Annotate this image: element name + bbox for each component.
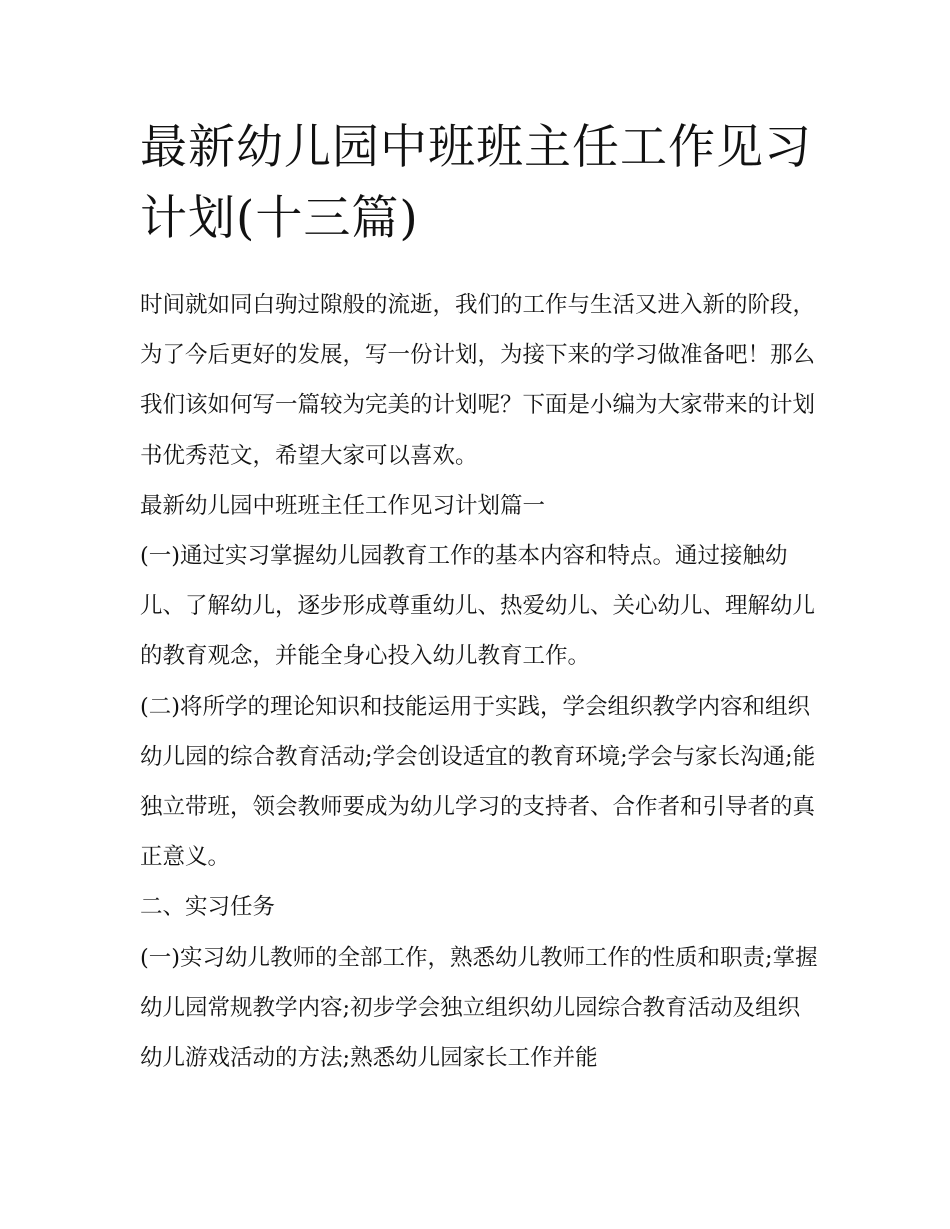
paragraph-goal-one: (一)通过实习掌握幼儿园教育工作的基本内容和特点。通过接触幼儿、了解幼儿，逐步形成尊重幼儿、热爱幼儿、关心幼儿、理解幼儿的教育观念，并能全身心投入幼儿教育工作。 [140,543,816,670]
document-body [140,280,820,1083]
section-heading-plan-one: 最新幼儿园中班班主任工作见习计划篇一 [140,492,546,519]
paragraph-goal-two: (二)将所学的理论知识和技能运用于实践，学会组织教学内容和组织幼儿园的综合教育活动;学会创设适宜的教育环境;学会与家长沟通;能独立带班，领会教师要成为幼儿学习的支持者、合作者和引导者的真正意义。 [140,693,816,871]
paragraph-task-one: (一)实习幼儿教师的全部工作，熟悉幼儿教师工作的性质和职责;掌握幼儿园常规教学内容;初步学会独立组织幼儿园综合教育活动及组织幼儿游戏活动的方法;熟悉幼儿园家长工作并能 [140,944,818,1072]
intro-paragraph: 时间就如同白驹过隙般的流逝，我们的工作与生活又进入新的阶段，为了今后更好的发展，写一份计划，为接下来的学习做准备吧！那么我们该如何写一篇较为完美的计划呢？下面是小编为大家带来的计划书优秀范文，希望大家可以喜欢。 [140,292,816,469]
section-heading-tasks: 二、实习任务 [140,894,276,921]
document-title: 最新幼儿园中班班主任工作见习计划(十三篇) [140,120,812,246]
